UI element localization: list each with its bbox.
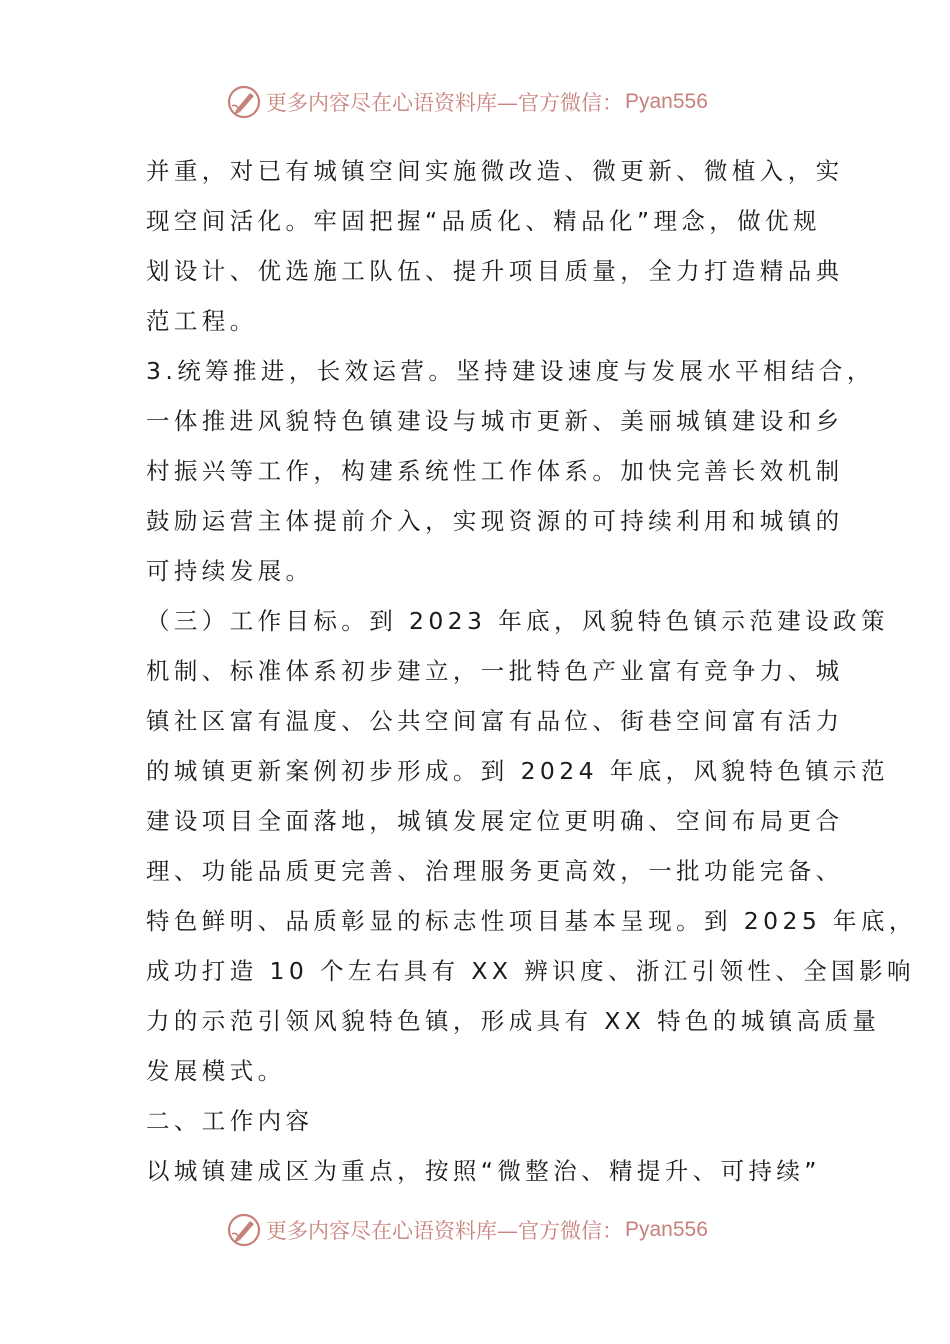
body-line: 镇社区富有温度、公共空间富有品位、街巷空间富有活力 xyxy=(146,707,844,735)
document-body xyxy=(146,146,917,1196)
body-line: 一体推进风貌特色镇建设与城市更新、美丽城镇建设和乡 xyxy=(146,407,844,435)
section-heading: 二、工作内容 xyxy=(146,1107,314,1135)
header-watermark xyxy=(226,84,708,120)
footer-watermark xyxy=(226,1212,708,1248)
body-line: 村振兴等工作，构建系统性工作体系。加快完善长效机制 xyxy=(146,457,844,485)
watermark-handle: Pyan556 xyxy=(625,90,708,113)
body-line: 以城镇建成区为重点，按照“微整治、精提升、可持续” xyxy=(146,1157,821,1185)
body-line: 鼓励运营主体提前介入，实现资源的可持续利用和城镇的 xyxy=(146,507,844,535)
body-line: 的城镇更新案例初步形成。到 2024 年底，风貌特色镇示范 xyxy=(146,757,889,785)
body-line: （三）工作目标。到 2023 年底，风貌特色镇示范建设政策 xyxy=(146,607,889,635)
body-line: 成功打造 10 个左右具有 XX 辨识度、浙江引领性、全国影响 xyxy=(146,957,915,985)
body-line: 3.统筹推进，长效运营。坚持建设速度与发展水平相结合， xyxy=(146,357,875,385)
body-line: 范工程。 xyxy=(146,307,258,335)
body-line: 并重，对已有城镇空间实施微改造、微更新、微植入，实 xyxy=(146,157,844,185)
body-line: 发展模式。 xyxy=(146,1057,286,1085)
body-line: 可持续发展。 xyxy=(146,557,314,585)
pen-logo-icon xyxy=(226,84,262,120)
body-line: 建设项目全面落地，城镇发展定位更明确、空间布局更合 xyxy=(146,807,844,835)
body-line: 划设计、优选施工队伍、提升项目质量，全力打造精品典 xyxy=(146,257,844,285)
body-line: 力的示范引领风貌特色镇，形成具有 XX 特色的城镇高质量 xyxy=(146,1007,881,1035)
body-line: 特色鲜明、品质彰显的标志性项目基本呈现。到 2025 年底， xyxy=(146,907,917,935)
body-line: 理、功能品质更完善、治理服务更高效，一批功能完备、 xyxy=(146,857,844,885)
body-line: 机制、标准体系初步建立，一批特色产业富有竞争力、城 xyxy=(146,657,844,685)
pen-logo-icon xyxy=(226,1212,262,1248)
watermark-handle: Pyan556 xyxy=(625,1218,708,1241)
watermark-text: 更多内容尽在心语资料库—官方微信： xyxy=(266,91,623,115)
body-line: 现空间活化。牢固把握“品质化、精品化”理念，做优规 xyxy=(146,207,821,235)
watermark-text: 更多内容尽在心语资料库—官方微信： xyxy=(266,1219,623,1243)
